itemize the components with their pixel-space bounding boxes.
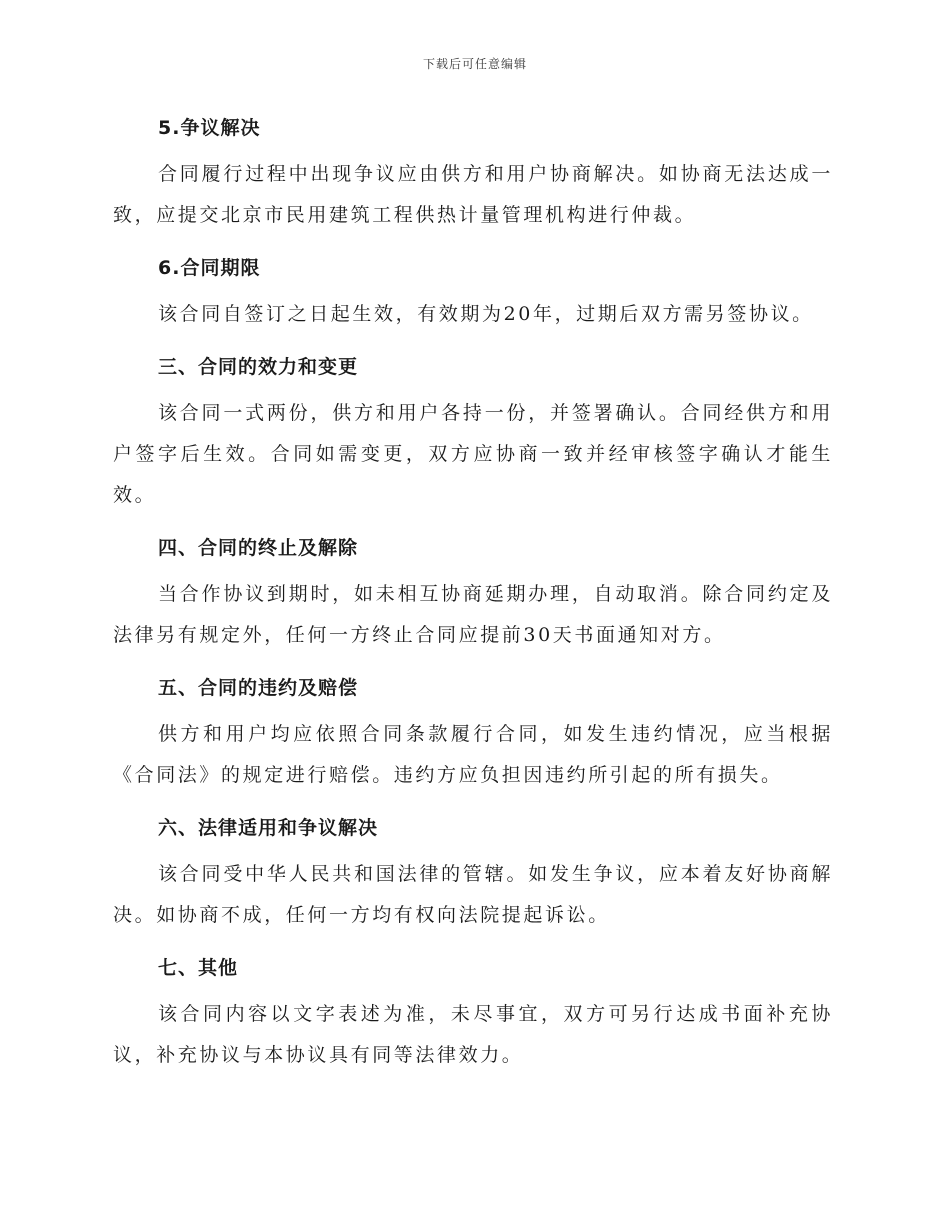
page-header: 下载后可任意编辑 <box>422 57 527 71</box>
section-paragraph: 供方和用户均应依照合同条款履行合同，如发生违约情况，应当根据《合同法》的规定进行赔偿。违约方应负担因违约所引起的所有损失。 <box>113 723 833 786</box>
section-paragraph: 合同履行过程中出现争议应由供方和用户协商解决。如协商无法达成一致，应提交北京市民用建筑工程供热计量管理机构进行仲裁。 <box>113 163 833 226</box>
section-breach-and-compensation <box>113 668 833 796</box>
section-heading: 五、合同的违约及赔偿 <box>158 677 359 699</box>
section-paragraph: 该合同一式两份，供方和用户各持一份，并签署确认。合同经供方和用户签字后生效。合同如需变更，双方应协商一致并经审核签字确认才能生效。 <box>113 402 833 506</box>
section-governing-law <box>113 808 833 936</box>
section-heading: 六、法律适用和争议解决 <box>158 817 379 839</box>
section-contract-term <box>113 248 833 335</box>
section-heading: 5.争议解决 <box>158 117 261 139</box>
section-heading: 四、合同的终止及解除 <box>158 537 359 559</box>
section-dispute-resolution <box>113 108 833 236</box>
section-termination <box>113 528 833 656</box>
document-body <box>113 108 833 1088</box>
section-validity-and-change <box>113 347 833 516</box>
section-heading: 三、合同的效力和变更 <box>158 356 359 378</box>
section-paragraph: 该合同受中华人民共和国法律的管辖。如发生争议，应本着友好协商解决。如协商不成，任何一方均有权向法院提起诉讼。 <box>113 863 833 926</box>
section-paragraph: 该合同自签订之日起生效，有效期为20年，过期后双方需另签协议。 <box>158 303 814 325</box>
section-paragraph: 该合同内容以文字表述为准，未尽事宜，双方可另行达成书面补充协议，补充协议与本协议具有同等法律效力。 <box>113 1003 833 1066</box>
section-paragraph: 当合作协议到期时，如未相互协商延期办理，自动取消。除合同约定及法律另有规定外，任何一方终止合同应提前30天书面通知对方。 <box>113 583 833 646</box>
section-other <box>113 948 833 1076</box>
section-heading: 七、其他 <box>158 957 239 979</box>
section-heading: 6.合同期限 <box>158 257 261 279</box>
